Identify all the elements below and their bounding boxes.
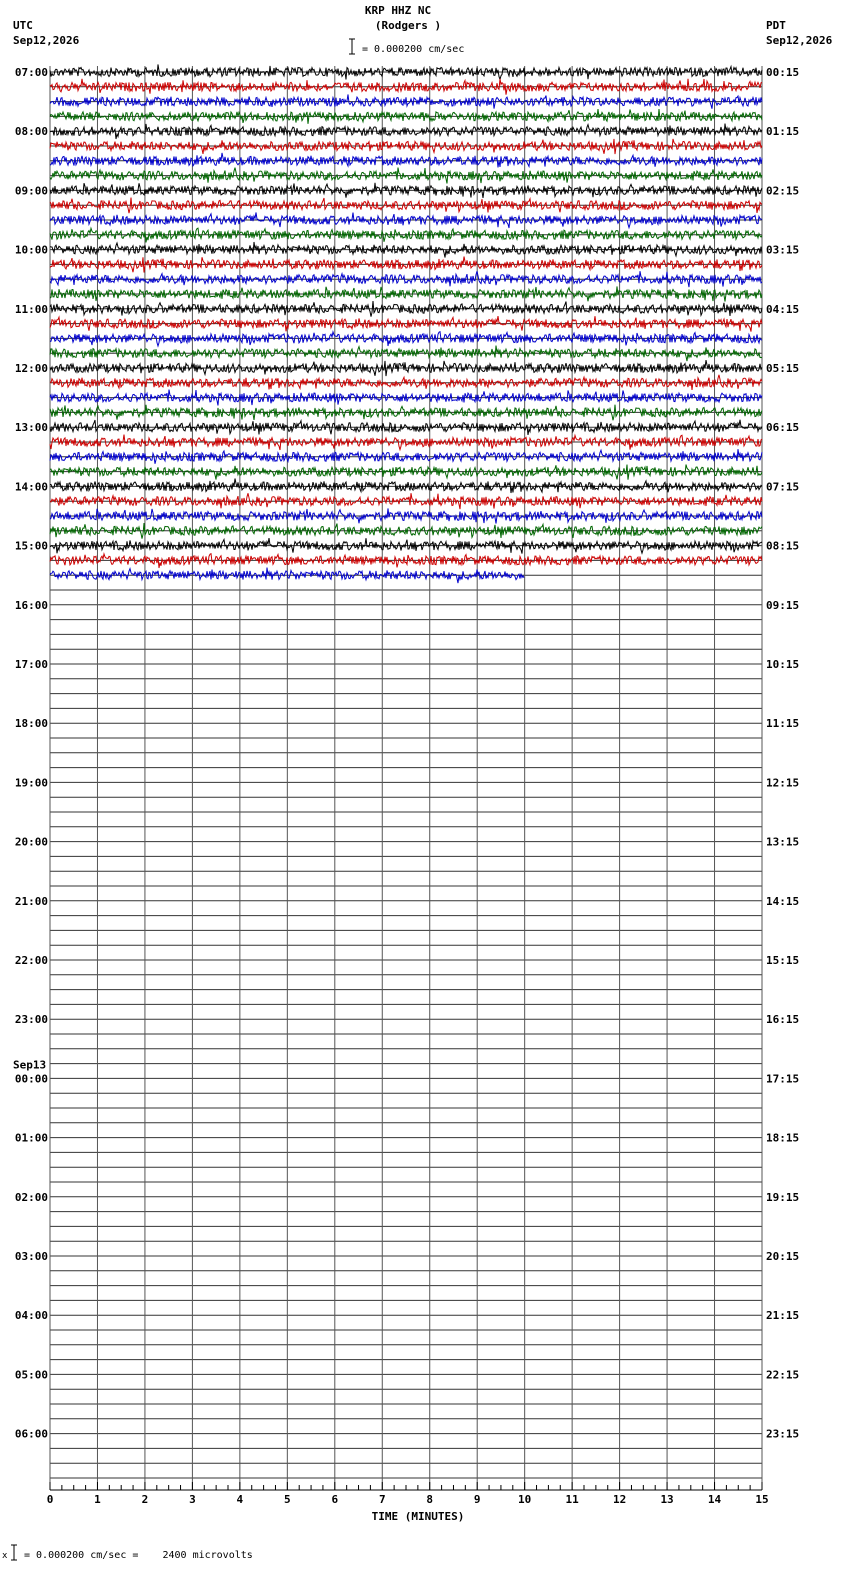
utc-hour-label: 11:00: [14, 302, 48, 316]
pdt-hour-label: 01:15: [766, 125, 800, 139]
footer-scale-icon: [11, 1545, 17, 1560]
day-change-label: Sep13: [13, 1058, 47, 1072]
utc-hour-label: 15:00: [14, 539, 48, 553]
pdt-hour-label: 06:15: [766, 421, 800, 435]
right-timezone: PDT: [766, 19, 786, 32]
utc-hour-label: 09:00: [14, 184, 48, 198]
utc-hour-label: 13:00: [14, 421, 48, 435]
pdt-hour-label: 05:15: [766, 362, 800, 375]
left-date: Sep12,2026: [13, 34, 80, 47]
pdt-hour-label: 11:15: [766, 717, 800, 731]
utc-hour-label: 22:00: [14, 954, 48, 967]
seismic-trace: [50, 153, 762, 168]
seismic-trace: [50, 479, 762, 494]
utc-hour-label: 06:00: [14, 1427, 48, 1441]
utc-hour-label: 00:00: [14, 1072, 48, 1086]
pdt-hour-label: 18:15: [766, 1131, 800, 1145]
utc-hour-label: 10:00: [14, 243, 48, 257]
pdt-hour-label: 20:15: [766, 1250, 800, 1263]
x-tick-label: 13: [660, 1493, 674, 1506]
pdt-hour-label: 14:15: [766, 894, 800, 908]
x-tick-label: 3: [189, 1493, 196, 1506]
x-tick-label: 11: [565, 1493, 579, 1506]
left-timezone: UTC: [13, 19, 33, 32]
pdt-hour-label: 00:15: [766, 66, 800, 79]
x-tick-label: 7: [378, 1493, 386, 1506]
pdt-hour-label: 23:15: [766, 1427, 800, 1441]
x-tick-label: 12: [612, 1493, 627, 1506]
station-title: KRP HHZ NC: [364, 4, 432, 17]
utc-hour-label: 18:00: [14, 717, 48, 731]
pdt-hour-label: 02:15: [766, 184, 800, 198]
pdt-hour-label: 19:15: [766, 1190, 800, 1204]
utc-hour-label: 16:00: [14, 598, 48, 612]
right-date: Sep12,2026: [766, 34, 833, 47]
x-tick-label: 1: [94, 1493, 101, 1506]
pdt-hour-label: 21:15: [766, 1309, 800, 1323]
x-tick-label: 6: [331, 1493, 339, 1506]
utc-hour-label: 14:00: [14, 480, 48, 494]
x-tick-label: 9: [473, 1493, 481, 1506]
x-tick-label: 15: [755, 1493, 769, 1506]
seismic-trace: [50, 213, 762, 229]
utc-hour-label: 03:00: [14, 1250, 48, 1263]
pdt-hour-label: 08:15: [766, 539, 800, 553]
pdt-hour-label: 15:15: [766, 954, 800, 967]
x-tick-label: 14: [707, 1493, 722, 1506]
utc-hour-label: 21:00: [14, 894, 48, 908]
utc-hour-label: 12:00: [14, 362, 48, 375]
pdt-hour-label: 09:15: [766, 598, 800, 612]
utc-hour-label: 04:00: [14, 1309, 48, 1323]
x-tick-label: 10: [518, 1493, 532, 1506]
utc-hour-label: 08:00: [14, 125, 48, 139]
x-tick-label: 4: [236, 1493, 244, 1506]
x-tick-label: 8: [426, 1493, 434, 1506]
footer-mark: x: [2, 1551, 8, 1561]
pdt-hour-label: 17:15: [766, 1072, 800, 1086]
x-tick-label: 2: [141, 1493, 149, 1506]
time-axis: [47, 1482, 769, 1506]
pdt-hour-label: 22:15: [766, 1368, 800, 1382]
pdt-hour-label: 03:15: [766, 243, 800, 257]
x-tick-label: 5: [284, 1493, 291, 1506]
utc-hour-label: 07:00: [14, 66, 48, 79]
utc-hour-label: 23:00: [14, 1013, 48, 1027]
station-location: (Rodgers ): [374, 19, 442, 32]
pdt-hour-label: 07:15: [766, 480, 800, 494]
pdt-hour-label: 04:15: [766, 302, 800, 316]
utc-hour-label: 17:00: [14, 658, 48, 671]
pdt-hour-label: 10:15: [766, 658, 800, 671]
pdt-hour-label: 13:15: [766, 835, 800, 849]
seismic-trace: [50, 523, 762, 539]
seismic-trace: [50, 449, 762, 464]
utc-hour-label: 20:00: [14, 835, 48, 849]
utc-hour-label: 02:00: [14, 1190, 48, 1204]
utc-hour-label: 01:00: [14, 1131, 48, 1145]
footer-scale-label: = 0.000200 cm/sec = 2400 microvolts: [24, 1550, 253, 1561]
x-axis-label: TIME (MINUTES): [371, 1510, 465, 1523]
utc-hour-label: 05:00: [14, 1368, 48, 1382]
pdt-hour-label: 16:15: [766, 1013, 800, 1027]
pdt-hour-label: 12:15: [766, 776, 800, 790]
scale-label: = 0.000200 cm/sec: [362, 44, 465, 55]
x-tick-label: 0: [46, 1493, 54, 1506]
scale-bar-icon: [349, 39, 355, 54]
utc-hour-label: 19:00: [14, 776, 48, 790]
